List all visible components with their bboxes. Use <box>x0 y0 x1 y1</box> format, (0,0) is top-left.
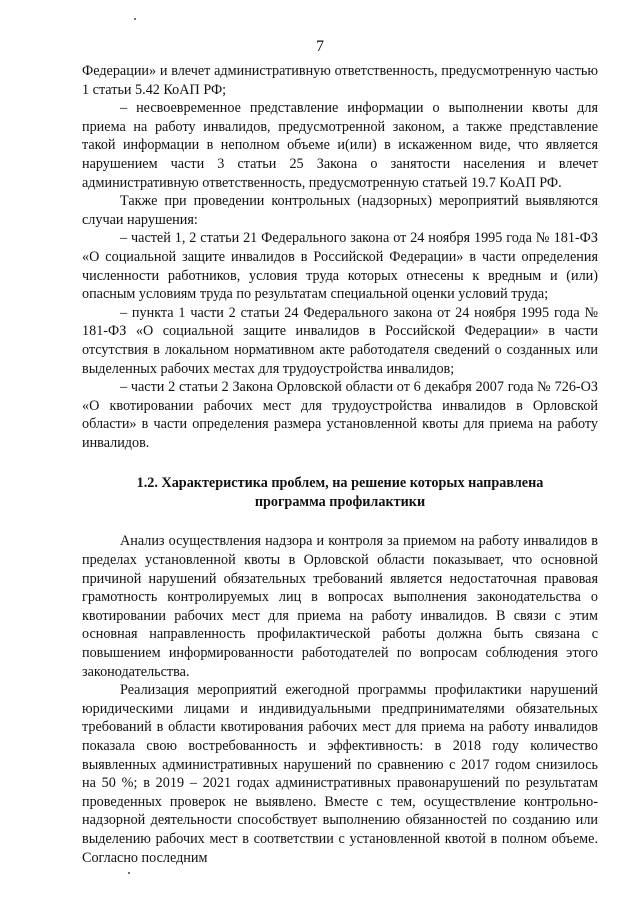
document-body <box>82 62 598 867</box>
paragraph: Реализация мероприятий ежегодной программы профилактики нарушений юридическими лицами и индивидуальными предпринимателями обязательных требований в области квотирования рабочих мест для приема на работу инвалидов показала свою востребованность и эффективность: в 2018 году количество выявленных административных нарушений по сравнению с 2017 годом снизилось на 50 %; в 2019 – 2021 годах административных правонарушений по результатам проведенных проверок не выявлено. Вместе с тем, осуществление контрольно-надзорной деятельности способствует выполнению обязанностей по созданию или выделению рабочих мест в соответствии с установленной квотой в полном объеме. Согласно последним <box>82 682 598 866</box>
list-item: – частей 1, 2 статьи 21 Федерального закона от 24 ноября 1995 года № 181-ФЗ «О социальной защите инвалидов в Российской Федерации» в части определения численности работников, условия труда которых отнесены к вредным и (или) опасным условиям труда по результатам специальной оценки условий труда; <box>82 230 598 303</box>
section-heading-line: 1.2. Характеристика проблем, на решение которых направлена <box>136 475 544 492</box>
list-item: – части 2 статьи 2 Закона Орловской области от 6 декабря 2007 года № 726-ОЗ «О квотировании рабочих мест для трудоустройства инвалидов в Орловской области» в части определения размера установленной квоты для приема на работу инвалидов. <box>82 379 598 451</box>
scan-mark <box>128 872 130 874</box>
list-item: – несвоевременное представление информации о выполнении квоты для приема на работу инвалидов, предусмотренной законом, а также представление такой информации в неполном объеме и(или) в искаженном виде, что является нарушением части 3 статьи 25 Закона о занятости населения и влечет административную ответственность, предусмотренную статьей 19.7 КоАП РФ. <box>82 100 598 191</box>
page-number: 7 <box>316 38 324 55</box>
paragraph: Федерации» и влечет административную ответственность, предусмотренную частью 1 статьи 5.42 КоАП РФ; <box>82 63 598 98</box>
section-heading-line: программа профилактики <box>254 494 426 511</box>
list-item: – пункта 1 части 2 статьи 24 Федерального закона от 24 ноября 1995 года № 181-ФЗ «О социальной защите инвалидов в Российской Федерации» в части отсутствия в локальном нормативном акте работодателя сведений о созданных или выделенных рабочих местах для трудоустройства инвалидов; <box>82 304 598 377</box>
paragraph: Также при проведении контрольных (надзорных) мероприятий выявляются случаи нарушения: <box>82 193 598 228</box>
section-heading <box>82 474 598 512</box>
paragraph: Анализ осуществления надзора и контроля за приемом на работу инвалидов в пределах установленной квоты в Орловской области показывает, что основной причиной нарушений обязательных требований является недостаточная правовая грамотность контролируемых лиц в вопросах выполнения законодательства о квотировании рабочих мест для приема на работу инвалидов. В связи с этим основная направленность профилактической работы должна быть связана с повышением информированности работодателей по вопросам соблюдения этого законодательства. <box>82 533 598 680</box>
scan-mark <box>134 18 136 20</box>
